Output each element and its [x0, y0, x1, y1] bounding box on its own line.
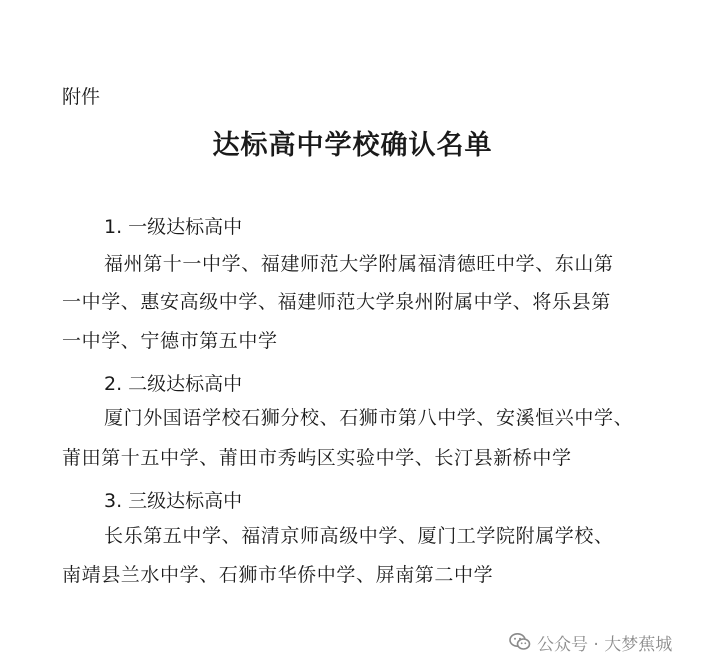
watermark	[509, 629, 672, 655]
attachment-label: 附件	[62, 86, 101, 108]
section-1-line-2: 一中学、惠安高级中学、福建师范大学泉州附属中学、将乐县第	[62, 291, 611, 313]
section-3-heading: 3. 三级达标高中	[104, 490, 243, 512]
wechat-icon	[509, 632, 531, 652]
watermark-text: 公众号 · 大梦蕉城	[537, 634, 673, 655]
document-title: 达标高中学校确认名单	[212, 130, 493, 161]
section-2-line-2: 莆田第十五中学、莆田市秀屿区实验中学、长汀县新桥中学	[62, 447, 572, 469]
section-1-line-3: 一中学、宁德市第五中学	[62, 330, 278, 352]
section-3-line-2: 南靖县兰水中学、石狮市华侨中学、屏南第二中学	[62, 564, 494, 586]
section-2-line-1: 厦门外国语学校石狮分校、石狮市第八中学、安溪恒兴中学、	[104, 407, 634, 429]
section-2-heading: 2. 二级达标高中	[104, 373, 243, 395]
section-1-heading: 1. 一级达标高中	[104, 216, 243, 238]
section-1-line-1: 福州第十一中学、福建师范大学附属福清德旺中学、东山第	[104, 253, 614, 275]
section-3-line-1: 长乐第五中学、福清京师高级中学、厦门工学院附属学校、	[104, 525, 614, 547]
